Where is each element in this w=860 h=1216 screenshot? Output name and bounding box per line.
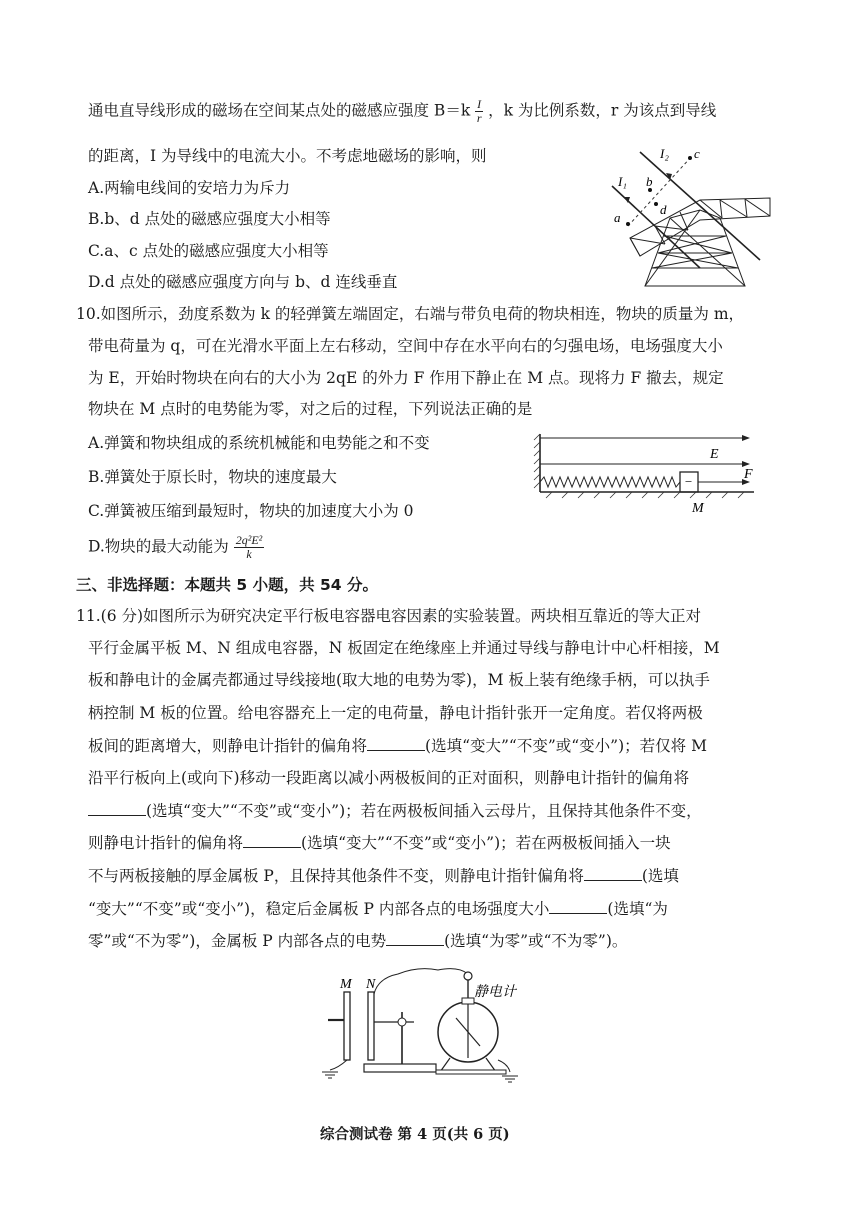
q11-line4: 柄控制 M 板的位置。给电容器充上一定的电荷量，静电计指针张开一定角度。若仅将两极: [88, 704, 703, 722]
label-m-plate: M: [340, 977, 352, 992]
q10-line4: 物块在 M 点时的电势能为零，对之后的过程，下列说法正确的是: [88, 400, 533, 418]
plate-m: [344, 992, 350, 1060]
q10-line2: 带电荷量为 q，可在光滑水平面上左右移动，空间中存在水平向右的匀强电场，电场强度大小: [88, 337, 723, 355]
q10-option-c: C.弹簧被压缩到最短时，物块的加速度大小为 0: [88, 502, 414, 520]
q10-option-d-text: D.物块的最大动能为: [88, 537, 229, 556]
plate-n: [368, 992, 374, 1060]
ground-symbol-electrometer: [502, 1076, 518, 1082]
q11-line8-a: 则静电计指针的偏角将: [88, 834, 244, 852]
q10-frac-den: k: [246, 547, 252, 561]
q9-option-a: A.两输电线间的安培力为斥力: [88, 179, 291, 197]
label-n-plate: N: [366, 977, 376, 992]
tower-icon: [630, 198, 770, 286]
q11-line5-b: (选填“变大”“不变”或“变小”)；若仅将 M: [425, 737, 707, 755]
q10-option-d: [88, 534, 264, 561]
q11-line1: 11.(6 分)如图所示为研究决定平行板电容器电容因素的实验装置。两块相互靠近的等大正对: [76, 607, 702, 625]
q10-line3: 为 E，开始时物块在向右的大小为 2qE 的外力 F 作用下静止在 M 点。现将力 F 撤去，规定: [88, 369, 724, 387]
q11-line5-a: 板间的距离增大，则静电计指针的偏角将: [88, 737, 368, 755]
q9-line2: 的距离，I 为导线中的电流大小。不考虑地磁场的影响，则: [88, 147, 487, 165]
label-d: d: [660, 202, 667, 217]
answer-blank-3[interactable]: [243, 833, 301, 848]
q10-option-a: A.弹簧和物块组成的系统机械能和电势能之和不变: [88, 434, 430, 452]
q9-power-line-figure: [600, 138, 780, 288]
page-footer: 综合测试卷 第 4 页(共 6 页): [320, 1126, 510, 1143]
connecting-wire: [374, 969, 468, 994]
q9-line1-pre: 通电直导线形成的磁场在空间某点处的磁感应强度 B＝k: [88, 101, 471, 120]
q11-line11-b: (选填“为零”或“不为零”)。: [444, 932, 628, 950]
label-i1: I₁: [618, 174, 627, 189]
q11-line5: [88, 735, 707, 757]
q10-option-d-fraction: [234, 534, 265, 561]
q11-line8-b: (选填“变大”“不变”或“变小”)；若在两极板间插入一块: [301, 834, 671, 852]
q11-line9-a: 不与两板接触的厚金属板 P，且保持其他条件不变，则静电计指针偏角将: [88, 867, 584, 885]
label-m: M: [692, 501, 704, 516]
q9-frac-den: r: [476, 111, 482, 125]
point-a: [626, 222, 630, 226]
q11-line11: [88, 930, 627, 952]
wire-2: [640, 152, 760, 260]
label-b: b: [646, 174, 653, 189]
q11-line7-b: (选填“变大”“不变”或“变小”)；若在两极板间插入云母片，且保持其他条件不变，: [146, 802, 702, 820]
q11-line10: [88, 898, 668, 920]
field-arrow-top: [742, 435, 750, 441]
q11-line8: [88, 832, 671, 854]
label-c: c: [694, 146, 700, 161]
q9-option-b: B.b、d 点处的磁感应强度大小相等: [88, 210, 331, 228]
q11-line10-a: “变大”“不变”或“变小”)，稳定后金属板 P 内部各点的电场强度大小: [88, 900, 550, 918]
q9-line1-post: ，k 为比例系数，r 为该点到导线: [488, 101, 717, 120]
answer-blank-5[interactable]: [549, 899, 607, 914]
section-3-heading: 三、非选择题：本题共 5 小题，共 54 分。: [76, 576, 378, 594]
point-c: [688, 156, 692, 160]
q11-line6: 沿平行板向上(或向下)移动一段距离以减小两极板间的正对面积，则静电计指针的偏角将: [88, 769, 690, 787]
label-a: a: [614, 210, 621, 225]
q9-line1: [88, 98, 716, 125]
q9-formula-fraction: [475, 98, 483, 125]
q11-line10-b: (选填“为: [607, 900, 668, 918]
q10-frac-num: 2q²E²: [235, 533, 263, 547]
q9-option-d: D.d 点处的磁感应强度方向与 b、d 连线垂直: [88, 273, 398, 291]
answer-blank-6[interactable]: [386, 931, 444, 946]
stand-base: [364, 1064, 436, 1072]
q11-line9: [88, 865, 679, 887]
answer-blank-4[interactable]: [584, 866, 642, 881]
label-f: F: [744, 467, 753, 482]
point-d: [654, 202, 658, 206]
q11-capacitor-electrometer-figure: [318, 960, 528, 1088]
q10-line1: 10.如图所示，劲度系数为 k 的轻弹簧左端固定，右端与带负电荷的物块相连，物块的质量为 m，: [76, 305, 745, 323]
q11-line7: [88, 800, 702, 822]
answer-blank-1[interactable]: [367, 736, 425, 751]
q9-option-c: C.a、c 点处的磁感应强度大小相等: [88, 242, 329, 260]
answer-blank-2[interactable]: [88, 801, 146, 816]
label-electrometer: 静电计: [474, 984, 516, 1000]
q11-line9-b: (选填: [641, 867, 679, 885]
spring: [540, 477, 680, 487]
q10-option-b: B.弹簧处于原长时，物块的速度最大: [88, 468, 337, 486]
ground-symbol-m: [322, 1072, 338, 1078]
block-charge-sign: −: [684, 474, 693, 489]
wall-hatching: [534, 434, 540, 488]
label-i2: I₂: [660, 146, 669, 161]
q9-frac-num: I: [477, 97, 482, 111]
ground-hatching: [546, 492, 744, 498]
label-e: E: [710, 447, 719, 462]
q11-line2: 平行金属平板 M、N 组成电容器，N 板固定在绝缘座上并通过导线与静电计中心杆相接，M: [88, 639, 720, 657]
q11-line11-a: 零”或“不为零”)，金属板 P 内部各点的电势: [88, 932, 387, 950]
q10-spring-figure: [532, 428, 762, 520]
q11-line3: 板和静电计的金属壳都通过导线接地(取大地的电势为零)，M 板上装有绝缘手柄，可以执手: [88, 671, 710, 689]
